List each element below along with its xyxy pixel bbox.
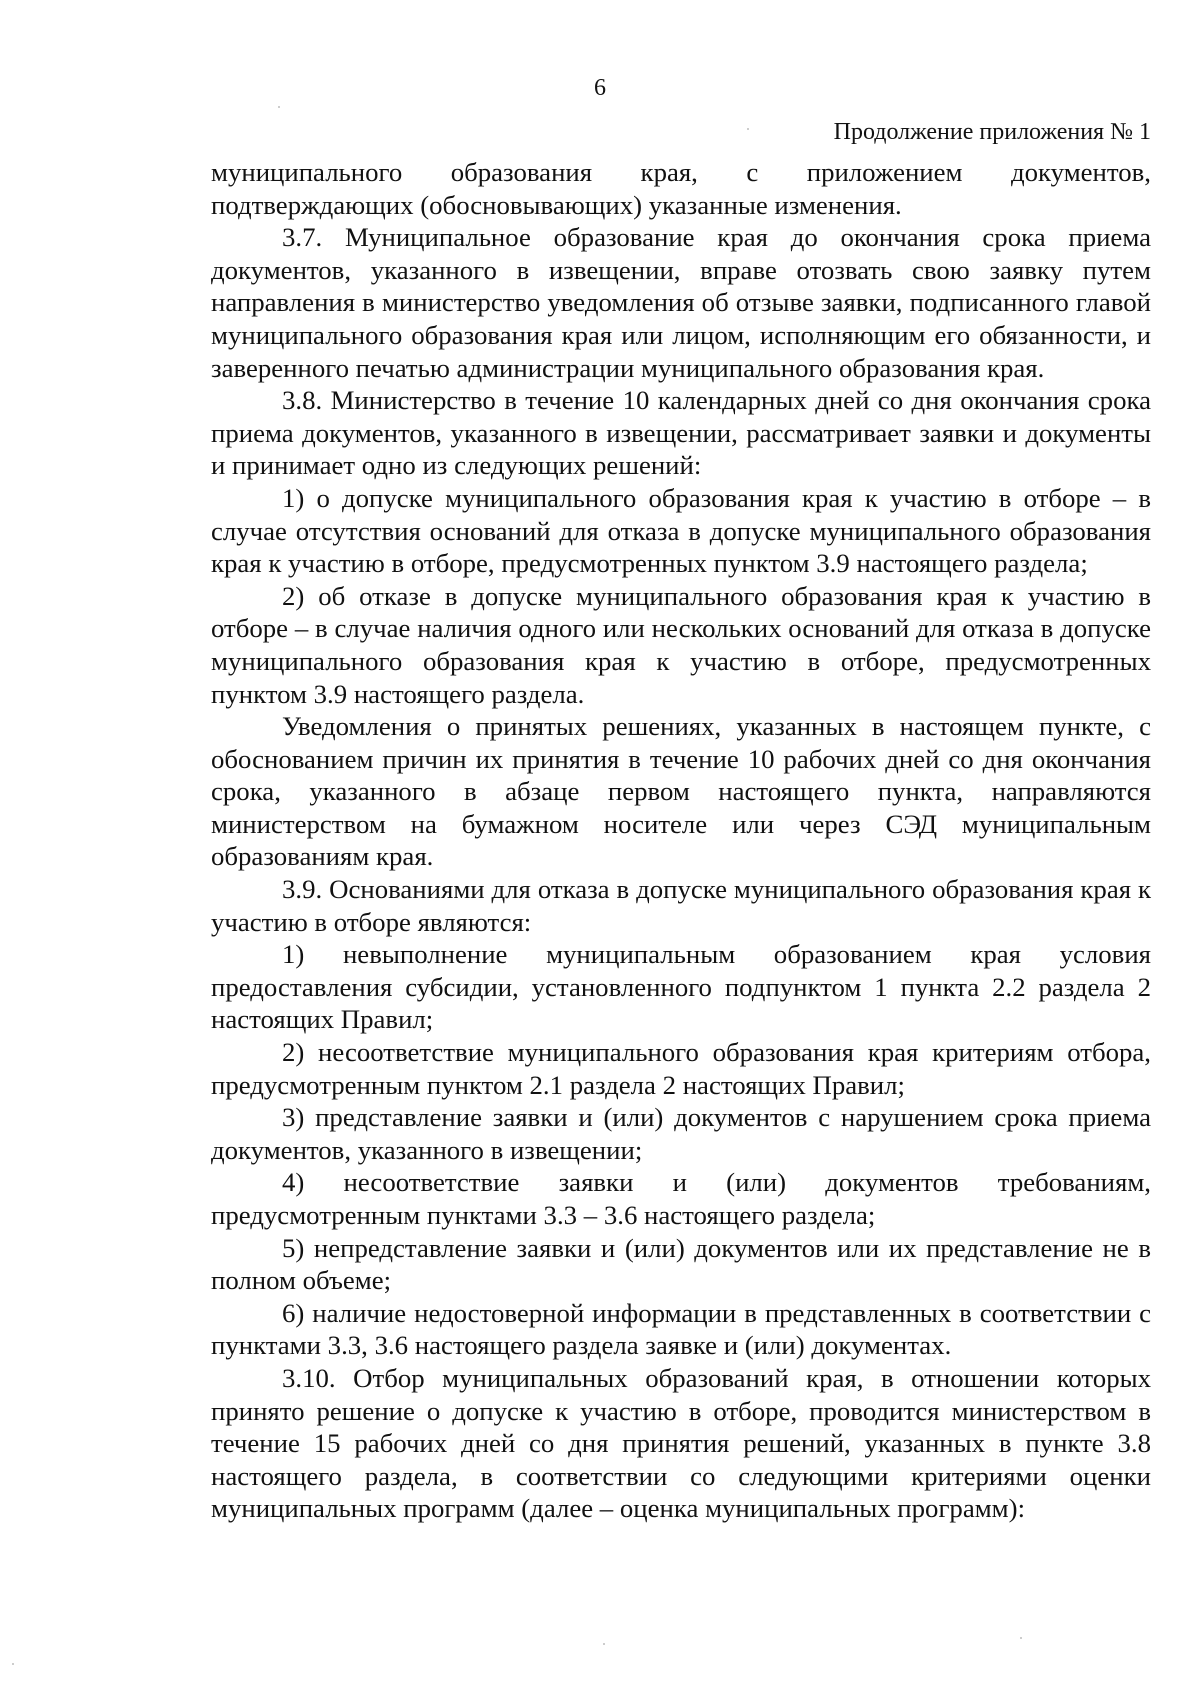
continuation-label: Продолжение приложения № 1 bbox=[833, 119, 1151, 145]
paragraph-continued: муниципального образования края, с приложением документов, подтверждающих (обосновывающих) указанные изменения. bbox=[211, 157, 1151, 220]
paragraph-notifications: Уведомления о принятых решениях, указанных в настоящем пункте, с обоснованием причин их принятия в течение 10 рабочих дней со дня окончания срока, указанного в абзаце первом настоящего пункта, направляются министерством на бумажном носителе или через СЭД муниципальным образованиям края. bbox=[211, 711, 1151, 872]
paragraph-3-9-item-4: 4) несоответствие заявки и (или) документов требованиям, предусмотренным пунктами 3.3 – 3.6 настоящего раздела; bbox=[211, 1167, 1151, 1230]
scan-speck bbox=[12, 1663, 14, 1665]
page-number: 6 bbox=[594, 75, 606, 101]
paragraph-3-9-item-1: 1) невыполнение муниципальным образованием края условия предоставления субсидии, установленного подпунктом 1 пункта 2.2 раздела 2 настоящих Правил; bbox=[211, 939, 1151, 1035]
paragraph-3-8-item-1: 1) о допуске муниципального образования края к участию в отборе – в случае отсутствия оснований для отказа в допуске муниципального образования края к участию в отборе, предусмотренных пунктом 3.9 настоящего раздела; bbox=[211, 482, 1151, 579]
paragraph-3-8-item-2: 2) об отказе в допуске муниципального образования края к участию в отборе – в случае наличия одного или нескольких оснований для отказа в допуске муниципального образования края к участию в отборе, предусмотренных пунктом 3.9 настоящего раздела. bbox=[211, 580, 1151, 709]
paragraph-3-9-item-5: 5) непредставление заявки и (или) документов или их представление не в полном объеме; bbox=[211, 1232, 1151, 1296]
paragraph-3-9-item-2: 2) несоответствие муниципального образования края критериям отбора, предусмотренным пунктом 2.1 раздела 2 настоящих Правил; bbox=[211, 1037, 1151, 1100]
scan-speck bbox=[603, 1643, 605, 1645]
paragraph-3-9-item-3: 3) представление заявки и (или) документов с нарушением срока приема документов, указанного в извещении; bbox=[211, 1102, 1151, 1165]
scan-speck bbox=[278, 106, 280, 108]
document-body bbox=[211, 156, 1151, 1525]
paragraph-3-10: 3.10. Отбор муниципальных образований края, в отношении которых принято решение о допуске к участию в отборе, проводится министерством в течение 15 рабочих дней со дня принятия решений, указанных в пункте 3.8 настоящего раздела, в соответствии со следующими критериями оценки муниципальных программ (далее – оценка муниципальных программ): bbox=[211, 1362, 1151, 1524]
paragraph-3-9-item-6: 6) наличие недостоверной информации в представленных в соответствии с пунктами 3.3, 3.6 настоящего раздела заявке и (или) документах. bbox=[211, 1297, 1151, 1361]
scan-speck bbox=[747, 128, 749, 130]
paragraph-3-7: 3.7. Муниципальное образование края до окончания срока приема документов, указанного в извещении, вправе отозвать свою заявку путем направления в министерство уведомления об отзыве заявки, подписанного главой муниципального образования края или лицом, исполняющим его обязанности, и заверенного печатью администрации муниципального образования края. bbox=[211, 222, 1151, 383]
paragraph-3-8: 3.8. Министерство в течение 10 календарных дней со дня окончания срока приема документов, указанного в извещении, рассматривает заявки и документы и принимает одно из следующих решений: bbox=[211, 385, 1151, 481]
scan-speck bbox=[1020, 1637, 1022, 1639]
paragraph-3-9: 3.9. Основаниями для отказа в допуске муниципального образования края к участию в отборе являются: bbox=[211, 874, 1151, 937]
